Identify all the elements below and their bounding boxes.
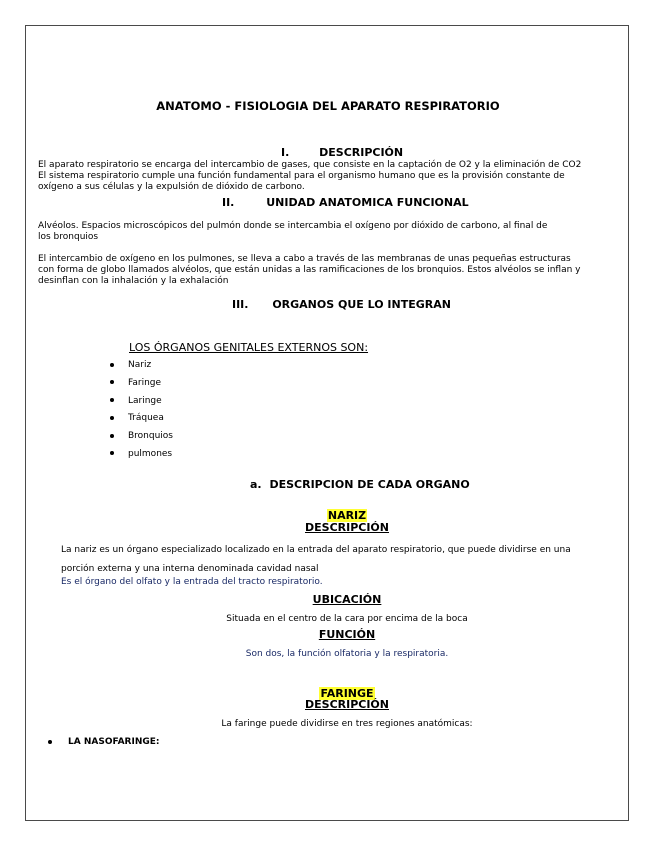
section-3-heading [232, 298, 451, 311]
text-line: El intercambio de oxígeno en los pulmones, se lleva a cabo a través de las membranas de unas pequeñas estructuras [38, 254, 571, 264]
text-line: porción externa y una interna denominada cavidad nasal [61, 564, 319, 574]
list-item: Tráquea [110, 413, 173, 431]
section-2-number: II. [222, 196, 235, 209]
faringe-list-item: LA NASOFARINGE: [48, 737, 160, 747]
section-2-paragraph-2 [38, 254, 581, 287]
text-line: desinflan con la inhalación y la exhalación [38, 276, 229, 286]
bullet-icon [110, 380, 114, 384]
section-2-title: UNIDAD ANATOMICA FUNCIONAL [266, 196, 469, 209]
nariz-olfato-text: Es el órgano del olfato y la entrada del tracto respiratorio. [61, 577, 323, 587]
text-line: El aparato respiratorio se encarga del intercambio de gases, que consiste en la captación de O2 y la eliminación de CO2 [38, 160, 582, 170]
section-1-title: DESCRIPCIÓN [319, 146, 404, 159]
bullet-icon [110, 416, 114, 420]
list-item: Faringe [110, 378, 173, 396]
faringe-highlight: FARINGE [320, 687, 374, 700]
list-item: Bronquios [110, 431, 173, 449]
organs-list-heading: LOS ÓRGANOS GENITALES EXTERNOS SON: [129, 341, 369, 354]
list-item: pulmones [110, 449, 173, 467]
bullet-icon [110, 451, 114, 455]
nariz-ubicacion-heading: UBICACIÓN [312, 593, 382, 606]
section-3-number: III. [232, 298, 249, 311]
nariz-ubicacion-text: Situada en el centro de la cara por encima de la boca [226, 614, 468, 624]
nariz-description-heading: DESCRIPCIÓN [305, 521, 389, 534]
bullet-icon [110, 363, 114, 367]
text-line: La nariz es un órgano especializado localizado en la entrada del aparato respiratorio, que puede dividirse en una [61, 545, 571, 555]
section-2-paragraph-1 [38, 221, 547, 243]
bullet-icon [110, 398, 114, 402]
text-line: oxígeno a sus células y la expulsión de dióxido de carbono. [38, 182, 305, 192]
document-title: ANATOMO - FISIOLOGIA DEL APARATO RESPIRATORIO [156, 99, 500, 113]
bullet-icon [48, 740, 52, 744]
bullet-icon [110, 434, 114, 438]
section-1-text [38, 160, 581, 193]
organs-list [110, 360, 173, 467]
text-line: los bronquios [38, 232, 99, 242]
section-1-heading [281, 146, 403, 159]
section-a-number: a. [250, 478, 262, 491]
section-a-title: DESCRIPCION DE CADA ORGANO [269, 478, 470, 491]
text-line: Alvéolos. Espacios microscópicos del pulmón donde se intercambia el oxígeno por dióxido de carbono, al final de [38, 221, 548, 231]
text-line: con forma de globo llamados alvéolos, que están unidas a las ramificaciones de los bronquios. Estos alvéolos se inflan y [38, 265, 581, 275]
nariz-description-text [61, 541, 571, 579]
text-line: El sistema respiratorio cumple una función fundamental para el organismo humano que es la provisión constante de [38, 171, 565, 181]
nariz-funcion-heading: FUNCIÓN [318, 628, 376, 641]
list-item: Laringe [110, 396, 173, 414]
document-page [25, 25, 629, 821]
section-2-heading [222, 196, 469, 209]
nariz-highlight: NARIZ [327, 509, 367, 522]
section-3-title: ORGANOS QUE LO INTEGRAN [272, 298, 451, 311]
faringe-description-heading: DESCRIPCIÓN [305, 698, 389, 711]
section-1-number: I. [281, 146, 290, 159]
section-a-heading [250, 478, 470, 491]
nariz-funcion-text: Son dos, la función olfatoria y la respiratoria. [245, 649, 449, 659]
list-item: Nariz [110, 360, 173, 378]
faringe-description-text: La faringe puede dividirse en tres regiones anatómicas: [221, 719, 473, 729]
